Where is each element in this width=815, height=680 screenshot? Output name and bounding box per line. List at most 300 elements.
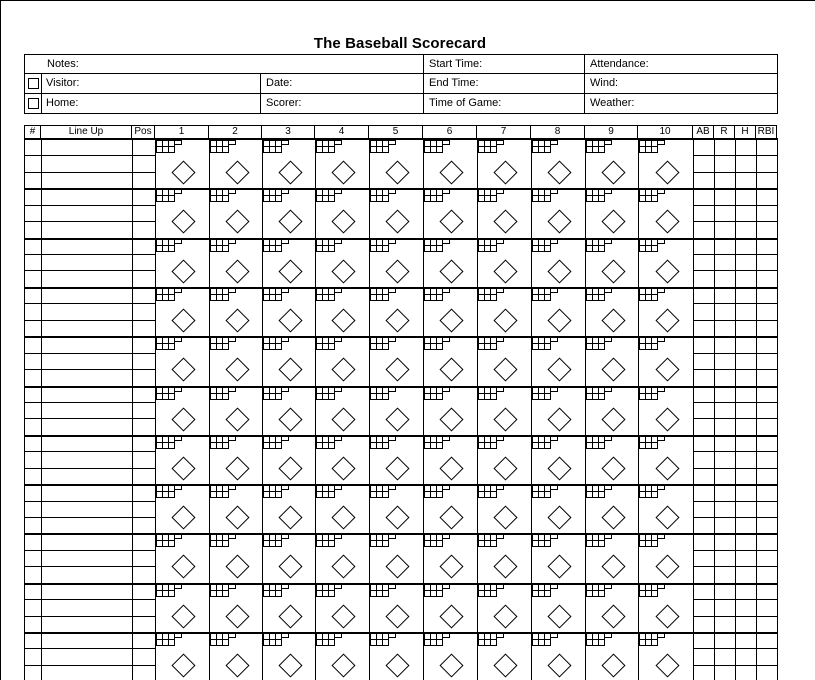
base-diamond[interactable] [331,259,355,283]
count-box[interactable] [334,239,342,244]
base-diamond[interactable] [225,505,249,529]
count-box[interactable] [222,590,229,597]
count-box[interactable] [228,288,236,293]
count-box[interactable] [496,633,504,638]
count-box[interactable] [490,393,497,400]
count-box[interactable] [281,337,289,342]
count-box[interactable] [604,584,612,589]
count-box[interactable] [275,146,282,153]
count-box[interactable] [436,639,443,646]
count-box[interactable] [334,485,342,490]
count-box[interactable] [328,245,335,252]
count-box[interactable] [222,245,229,252]
count-box[interactable] [328,195,335,202]
count-box[interactable] [334,337,342,342]
count-box[interactable] [651,491,658,498]
base-diamond[interactable] [439,554,463,578]
count-box[interactable] [544,393,551,400]
base-diamond[interactable] [278,505,302,529]
count-box[interactable] [388,288,396,293]
count-box[interactable] [328,540,335,547]
base-diamond[interactable] [171,160,195,184]
count-box[interactable] [334,387,342,392]
count-box[interactable] [651,343,658,350]
count-box[interactable] [544,245,551,252]
count-box[interactable] [382,393,389,400]
count-box[interactable] [328,393,335,400]
count-box[interactable] [222,195,229,202]
count-box[interactable] [228,337,236,342]
base-diamond[interactable] [171,456,195,480]
count-box[interactable] [651,639,658,646]
count-box[interactable] [604,633,612,638]
count-box[interactable] [490,294,497,301]
count-box[interactable] [382,590,389,597]
count-box[interactable] [382,343,389,350]
count-box[interactable] [281,436,289,441]
count-box[interactable] [651,590,658,597]
base-diamond[interactable] [331,357,355,381]
count-box[interactable] [382,294,389,301]
count-box[interactable] [442,140,450,145]
count-box[interactable] [275,540,282,547]
base-diamond[interactable] [547,456,571,480]
base-diamond[interactable] [331,308,355,332]
count-box[interactable] [275,393,282,400]
count-box[interactable] [651,294,658,301]
count-box[interactable] [604,140,612,145]
count-box[interactable] [222,393,229,400]
count-box[interactable] [382,639,389,646]
base-diamond[interactable] [655,604,679,628]
count-box[interactable] [168,195,175,202]
count-box[interactable] [168,590,175,597]
count-box[interactable] [328,491,335,498]
count-box[interactable] [174,436,182,441]
count-box[interactable] [388,633,396,638]
count-box[interactable] [598,294,605,301]
count-box[interactable] [328,146,335,153]
base-diamond[interactable] [331,604,355,628]
count-box[interactable] [651,393,658,400]
count-box[interactable] [550,387,558,392]
base-diamond[interactable] [331,554,355,578]
count-box[interactable] [281,534,289,539]
base-diamond[interactable] [601,505,625,529]
count-box[interactable] [442,387,450,392]
count-box[interactable] [598,245,605,252]
weather-field[interactable]: Weather: [585,94,778,114]
count-box[interactable] [436,442,443,449]
count-box[interactable] [222,294,229,301]
base-diamond[interactable] [493,357,517,381]
count-box[interactable] [544,590,551,597]
base-diamond[interactable] [601,209,625,233]
count-box[interactable] [442,534,450,539]
count-box[interactable] [228,140,236,145]
count-box[interactable] [388,239,396,244]
count-box[interactable] [334,436,342,441]
base-diamond[interactable] [171,653,195,677]
base-diamond[interactable] [385,604,409,628]
count-box[interactable] [544,195,551,202]
count-box[interactable] [168,540,175,547]
base-diamond[interactable] [493,407,517,431]
count-box[interactable] [174,534,182,539]
base-diamond[interactable] [439,407,463,431]
base-diamond[interactable] [493,209,517,233]
base-diamond[interactable] [439,357,463,381]
base-diamond[interactable] [601,259,625,283]
count-box[interactable] [442,633,450,638]
base-diamond[interactable] [493,160,517,184]
count-box[interactable] [598,491,605,498]
wind-field[interactable]: Wind: [585,74,778,94]
count-box[interactable] [651,146,658,153]
count-box[interactable] [490,195,497,202]
count-box[interactable] [222,442,229,449]
base-diamond[interactable] [331,160,355,184]
base-diamond[interactable] [385,505,409,529]
count-box[interactable] [544,491,551,498]
base-diamond[interactable] [547,357,571,381]
count-box[interactable] [550,239,558,244]
count-box[interactable] [496,436,504,441]
count-box[interactable] [168,491,175,498]
count-box[interactable] [598,146,605,153]
scorer-field[interactable]: Scorer: [261,94,424,114]
count-box[interactable] [490,491,497,498]
count-box[interactable] [388,436,396,441]
base-diamond[interactable] [601,653,625,677]
count-box[interactable] [442,436,450,441]
count-box[interactable] [334,584,342,589]
count-box[interactable] [388,534,396,539]
base-diamond[interactable] [493,259,517,283]
count-box[interactable] [436,195,443,202]
count-box[interactable] [598,393,605,400]
count-box[interactable] [174,288,182,293]
base-diamond[interactable] [225,308,249,332]
count-box[interactable] [334,633,342,638]
base-diamond[interactable] [171,259,195,283]
base-diamond[interactable] [171,209,195,233]
count-box[interactable] [281,584,289,589]
count-box[interactable] [490,146,497,153]
attendance-field[interactable]: Attendance: [585,54,778,74]
count-box[interactable] [490,442,497,449]
base-diamond[interactable] [278,604,302,628]
base-diamond[interactable] [601,604,625,628]
base-diamond[interactable] [278,653,302,677]
count-box[interactable] [328,343,335,350]
count-box[interactable] [604,534,612,539]
base-diamond[interactable] [493,604,517,628]
count-box[interactable] [544,639,551,646]
count-box[interactable] [657,387,665,392]
base-diamond[interactable] [331,456,355,480]
count-box[interactable] [281,485,289,490]
count-box[interactable] [490,540,497,547]
count-box[interactable] [544,294,551,301]
base-diamond[interactable] [278,554,302,578]
count-box[interactable] [281,239,289,244]
count-box[interactable] [388,189,396,194]
count-box[interactable] [174,633,182,638]
base-diamond[interactable] [278,209,302,233]
count-box[interactable] [328,442,335,449]
home-field[interactable]: Home: [42,94,261,114]
count-box[interactable] [228,485,236,490]
count-box[interactable] [496,189,504,194]
count-box[interactable] [228,387,236,392]
base-diamond[interactable] [655,308,679,332]
base-diamond[interactable] [171,505,195,529]
count-box[interactable] [550,288,558,293]
count-box[interactable] [496,387,504,392]
count-box[interactable] [490,590,497,597]
base-diamond[interactable] [385,407,409,431]
count-box[interactable] [281,387,289,392]
base-diamond[interactable] [493,456,517,480]
count-box[interactable] [604,189,612,194]
count-box[interactable] [544,442,551,449]
count-box[interactable] [550,337,558,342]
count-box[interactable] [382,146,389,153]
base-diamond[interactable] [547,308,571,332]
base-diamond[interactable] [601,357,625,381]
count-box[interactable] [222,146,229,153]
base-diamond[interactable] [547,407,571,431]
count-box[interactable] [657,633,665,638]
count-box[interactable] [228,584,236,589]
base-diamond[interactable] [493,308,517,332]
count-box[interactable] [651,442,658,449]
count-box[interactable] [442,288,450,293]
count-box[interactable] [168,245,175,252]
count-box[interactable] [174,140,182,145]
base-diamond[interactable] [493,505,517,529]
count-box[interactable] [657,189,665,194]
count-box[interactable] [334,189,342,194]
count-box[interactable] [436,540,443,547]
count-box[interactable] [168,343,175,350]
count-box[interactable] [442,337,450,342]
count-box[interactable] [382,540,389,547]
count-box[interactable] [168,393,175,400]
count-box[interactable] [550,140,558,145]
count-box[interactable] [228,239,236,244]
base-diamond[interactable] [385,653,409,677]
base-diamond[interactable] [385,456,409,480]
base-diamond[interactable] [547,505,571,529]
home-checkbox[interactable] [28,98,39,109]
base-diamond[interactable] [385,554,409,578]
base-diamond[interactable] [547,160,571,184]
count-box[interactable] [436,393,443,400]
count-box[interactable] [174,584,182,589]
base-diamond[interactable] [439,505,463,529]
count-box[interactable] [275,343,282,350]
base-diamond[interactable] [171,357,195,381]
base-diamond[interactable] [331,209,355,233]
count-box[interactable] [442,239,450,244]
count-box[interactable] [382,195,389,202]
count-box[interactable] [174,239,182,244]
count-box[interactable] [598,343,605,350]
base-diamond[interactable] [655,357,679,381]
count-box[interactable] [436,343,443,350]
count-box[interactable] [604,288,612,293]
count-box[interactable] [550,534,558,539]
date-field[interactable]: Date: [261,74,424,94]
count-box[interactable] [604,239,612,244]
base-diamond[interactable] [547,604,571,628]
count-box[interactable] [281,633,289,638]
base-diamond[interactable] [385,209,409,233]
base-diamond[interactable] [278,259,302,283]
time-of-game-field[interactable]: Time of Game: [424,94,585,114]
count-box[interactable] [436,294,443,301]
count-box[interactable] [228,436,236,441]
base-diamond[interactable] [493,554,517,578]
count-box[interactable] [598,590,605,597]
count-box[interactable] [388,485,396,490]
count-box[interactable] [222,540,229,547]
base-diamond[interactable] [171,407,195,431]
count-box[interactable] [550,485,558,490]
base-diamond[interactable] [547,653,571,677]
count-box[interactable] [281,189,289,194]
count-box[interactable] [382,245,389,252]
base-diamond[interactable] [225,456,249,480]
count-box[interactable] [222,343,229,350]
count-box[interactable] [328,639,335,646]
end-time-field[interactable]: End Time: [424,74,585,94]
count-box[interactable] [436,491,443,498]
count-box[interactable] [442,584,450,589]
count-box[interactable] [174,387,182,392]
count-box[interactable] [334,140,342,145]
count-box[interactable] [657,534,665,539]
count-box[interactable] [168,639,175,646]
base-diamond[interactable] [655,554,679,578]
count-box[interactable] [436,245,443,252]
base-diamond[interactable] [439,160,463,184]
count-box[interactable] [598,540,605,547]
count-box[interactable] [657,288,665,293]
count-box[interactable] [388,140,396,145]
base-diamond[interactable] [385,357,409,381]
count-box[interactable] [657,140,665,145]
count-box[interactable] [334,288,342,293]
count-box[interactable] [544,343,551,350]
base-diamond[interactable] [331,407,355,431]
count-box[interactable] [598,639,605,646]
base-diamond[interactable] [655,505,679,529]
count-box[interactable] [657,436,665,441]
count-box[interactable] [228,534,236,539]
base-diamond[interactable] [225,604,249,628]
visitor-field[interactable]: Visitor: [42,74,261,94]
count-box[interactable] [496,337,504,342]
base-diamond[interactable] [225,653,249,677]
base-diamond[interactable] [655,209,679,233]
count-box[interactable] [550,633,558,638]
count-box[interactable] [275,195,282,202]
base-diamond[interactable] [655,407,679,431]
count-box[interactable] [222,491,229,498]
count-box[interactable] [174,189,182,194]
count-box[interactable] [496,288,504,293]
base-diamond[interactable] [171,308,195,332]
count-box[interactable] [604,436,612,441]
count-box[interactable] [436,590,443,597]
count-box[interactable] [275,442,282,449]
base-diamond[interactable] [278,160,302,184]
count-box[interactable] [275,294,282,301]
count-box[interactable] [604,485,612,490]
count-box[interactable] [544,146,551,153]
base-diamond[interactable] [385,259,409,283]
base-diamond[interactable] [278,357,302,381]
base-diamond[interactable] [278,308,302,332]
base-diamond[interactable] [655,160,679,184]
base-diamond[interactable] [225,209,249,233]
base-diamond[interactable] [439,308,463,332]
base-diamond[interactable] [278,407,302,431]
count-box[interactable] [275,245,282,252]
base-diamond[interactable] [439,259,463,283]
base-diamond[interactable] [493,653,517,677]
count-box[interactable] [496,140,504,145]
count-box[interactable] [174,337,182,342]
base-diamond[interactable] [601,308,625,332]
count-box[interactable] [382,442,389,449]
count-box[interactable] [382,491,389,498]
count-box[interactable] [228,189,236,194]
count-box[interactable] [496,534,504,539]
base-diamond[interactable] [655,456,679,480]
count-box[interactable] [550,189,558,194]
base-diamond[interactable] [655,653,679,677]
count-box[interactable] [544,540,551,547]
count-box[interactable] [281,140,289,145]
count-box[interactable] [328,294,335,301]
base-diamond[interactable] [331,505,355,529]
base-diamond[interactable] [278,456,302,480]
count-box[interactable] [168,146,175,153]
count-box[interactable] [275,639,282,646]
count-box[interactable] [388,337,396,342]
count-box[interactable] [174,485,182,490]
count-box[interactable] [657,584,665,589]
base-diamond[interactable] [547,259,571,283]
count-box[interactable] [657,337,665,342]
base-diamond[interactable] [385,160,409,184]
base-diamond[interactable] [225,554,249,578]
base-diamond[interactable] [439,653,463,677]
count-box[interactable] [651,540,658,547]
base-diamond[interactable] [225,407,249,431]
count-box[interactable] [604,337,612,342]
base-diamond[interactable] [171,604,195,628]
base-diamond[interactable] [547,209,571,233]
count-box[interactable] [281,288,289,293]
count-box[interactable] [334,534,342,539]
count-box[interactable] [436,146,443,153]
base-diamond[interactable] [225,357,249,381]
